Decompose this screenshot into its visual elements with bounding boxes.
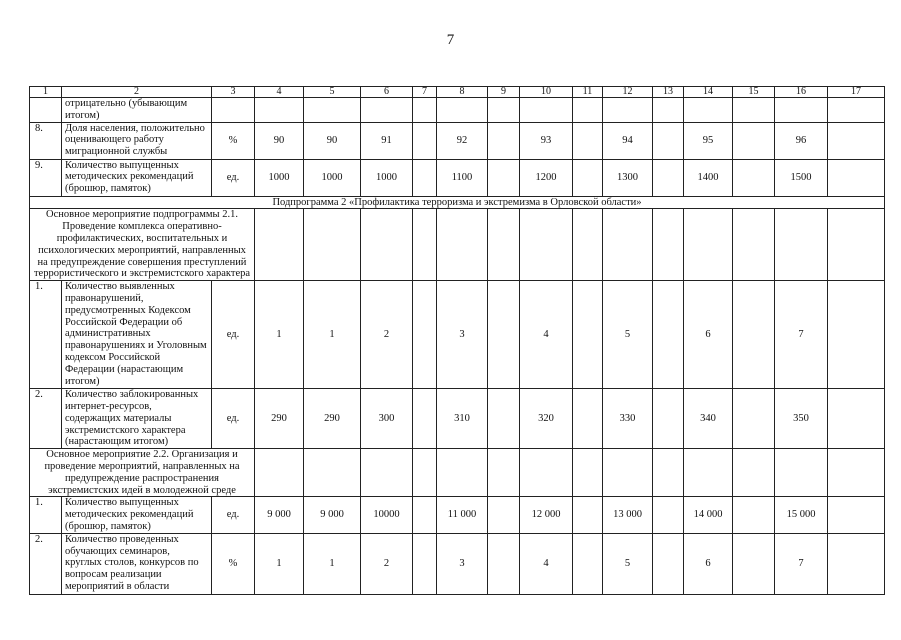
value-cell <box>733 389 775 449</box>
value-cell <box>733 281 775 389</box>
table-row <box>30 159 885 196</box>
value-cell <box>255 98 304 123</box>
value-cell: 1400 <box>684 159 733 196</box>
value-cell: 92 <box>437 122 488 159</box>
value-cell <box>828 122 885 159</box>
empty-cell <box>603 449 653 497</box>
unit-cell: ед. <box>212 159 255 196</box>
row-number: 2. <box>30 533 62 594</box>
header-cell-15: 15 <box>733 87 775 98</box>
value-cell: 7 <box>775 533 828 594</box>
value-cell <box>653 122 684 159</box>
subprogram-title: Подпрограмма 2 «Профилактика терроризма и экстремизма в Орловской области» <box>30 196 885 209</box>
value-cell <box>488 281 520 389</box>
value-cell <box>488 122 520 159</box>
row-number: 9. <box>30 159 62 196</box>
value-cell <box>733 98 775 123</box>
value-cell: 7 <box>775 281 828 389</box>
unit-cell <box>212 98 255 123</box>
value-cell: 290 <box>255 389 304 449</box>
header-cell-13: 13 <box>653 87 684 98</box>
value-cell: 6 <box>684 281 733 389</box>
header-cell-7: 7 <box>413 87 437 98</box>
page-number: 7 <box>446 32 455 48</box>
table-row <box>30 533 885 594</box>
value-cell <box>653 497 684 533</box>
value-cell <box>733 497 775 533</box>
header-cell-9: 9 <box>488 87 520 98</box>
value-cell <box>653 159 684 196</box>
header-cell-10: 10 <box>520 87 573 98</box>
header-cell-3: 3 <box>212 87 255 98</box>
value-cell: 4 <box>520 281 573 389</box>
row-number: 8. <box>30 122 62 159</box>
value-cell: 330 <box>603 389 653 449</box>
value-cell <box>684 98 733 123</box>
value-cell <box>520 98 573 123</box>
value-cell <box>573 159 603 196</box>
row-number: 2. <box>30 389 62 449</box>
value-cell: 1 <box>304 281 361 389</box>
empty-cell <box>437 209 488 281</box>
empty-cell <box>684 449 733 497</box>
value-cell: 3 <box>437 533 488 594</box>
value-cell <box>653 98 684 123</box>
empty-cell <box>520 449 573 497</box>
empty-cell <box>684 209 733 281</box>
table-row <box>30 98 885 123</box>
value-cell: 95 <box>684 122 733 159</box>
header-cell-11: 11 <box>573 87 603 98</box>
empty-cell <box>733 449 775 497</box>
value-cell: 5 <box>603 533 653 594</box>
indicator-name: Количество выпущенных методических рекомендаций (брошюр, памяток) <box>62 159 212 196</box>
empty-cell <box>255 449 304 497</box>
value-cell: 2 <box>361 281 413 389</box>
empty-cell <box>733 209 775 281</box>
value-cell: 290 <box>304 389 361 449</box>
value-cell: 14 000 <box>684 497 733 533</box>
header-cell-17: 17 <box>828 87 885 98</box>
empty-cell <box>653 209 684 281</box>
empty-cell <box>573 449 603 497</box>
indicator-name: Количество выпущенных методических рекомендаций (брошюр, памяток) <box>62 497 212 533</box>
value-cell: 1000 <box>361 159 413 196</box>
value-cell <box>828 497 885 533</box>
empty-cell <box>775 449 828 497</box>
indicator-name: Количество заблокированных интернет-ресурсов, содержащих материалы экстремистского характера (нарастающим итогом) <box>62 389 212 449</box>
value-cell: 1200 <box>520 159 573 196</box>
header-cell-8: 8 <box>437 87 488 98</box>
value-cell: 3 <box>437 281 488 389</box>
header-cell-14: 14 <box>684 87 733 98</box>
value-cell <box>304 98 361 123</box>
value-cell <box>413 281 437 389</box>
value-cell <box>653 389 684 449</box>
header-cell-6: 6 <box>361 87 413 98</box>
unit-cell: ед. <box>212 497 255 533</box>
empty-cell <box>775 209 828 281</box>
value-cell <box>488 98 520 123</box>
value-cell <box>828 533 885 594</box>
unit-cell: ед. <box>212 389 255 449</box>
empty-cell <box>603 209 653 281</box>
value-cell <box>573 533 603 594</box>
value-cell <box>573 122 603 159</box>
value-cell <box>437 98 488 123</box>
value-cell: 96 <box>775 122 828 159</box>
value-cell: 5 <box>603 281 653 389</box>
value-cell: 320 <box>520 389 573 449</box>
empty-cell <box>361 209 413 281</box>
value-cell <box>413 497 437 533</box>
value-cell <box>413 98 437 123</box>
value-cell <box>413 159 437 196</box>
unit-cell: % <box>212 122 255 159</box>
empty-cell <box>255 209 304 281</box>
empty-cell <box>304 449 361 497</box>
value-cell: 13 000 <box>603 497 653 533</box>
value-cell <box>413 122 437 159</box>
table-row <box>30 389 885 449</box>
value-cell <box>733 533 775 594</box>
value-cell <box>573 98 603 123</box>
value-cell <box>413 533 437 594</box>
value-cell <box>488 159 520 196</box>
header-row <box>30 87 885 98</box>
value-cell: 9 000 <box>255 497 304 533</box>
empty-cell <box>304 209 361 281</box>
empty-cell <box>488 209 520 281</box>
header-cell-1: 1 <box>30 87 62 98</box>
table-row <box>30 281 885 389</box>
value-cell <box>573 281 603 389</box>
value-cell <box>361 98 413 123</box>
value-cell: 340 <box>684 389 733 449</box>
value-cell: 310 <box>437 389 488 449</box>
value-cell: 1 <box>304 533 361 594</box>
empty-cell <box>828 449 885 497</box>
value-cell: 1000 <box>255 159 304 196</box>
value-cell <box>488 389 520 449</box>
value-cell <box>573 497 603 533</box>
measure-row <box>30 209 885 281</box>
value-cell <box>573 389 603 449</box>
measure-title: Основное мероприятие подпрограммы 2.1. Проведение комплекса оперативно-профилактических, воспитательных и психологических мероприятий, направленных на предупреждение совершения преступлений террористического и экстремистского характера <box>30 209 255 281</box>
value-cell <box>488 533 520 594</box>
value-cell <box>733 122 775 159</box>
value-cell <box>775 98 828 123</box>
empty-cell <box>573 209 603 281</box>
empty-cell <box>413 449 437 497</box>
value-cell: 94 <box>603 122 653 159</box>
value-cell <box>733 159 775 196</box>
value-cell: 350 <box>775 389 828 449</box>
unit-cell: % <box>212 533 255 594</box>
subprogram-row <box>30 196 885 209</box>
row-number: 1. <box>30 497 62 533</box>
header-cell-4: 4 <box>255 87 304 98</box>
value-cell <box>488 497 520 533</box>
measure-title: Основное мероприятие 2.2. Организация и проведение мероприятий, направленных на предупреждение распространения экстремистских идей в молодежной среде <box>30 449 255 497</box>
value-cell: 9 000 <box>304 497 361 533</box>
value-cell: 300 <box>361 389 413 449</box>
table-row <box>30 497 885 533</box>
value-cell: 4 <box>520 533 573 594</box>
value-cell: 12 000 <box>520 497 573 533</box>
value-cell: 91 <box>361 122 413 159</box>
header-cell-12: 12 <box>603 87 653 98</box>
empty-cell <box>653 449 684 497</box>
value-cell <box>828 98 885 123</box>
header-cell-16: 16 <box>775 87 828 98</box>
value-cell <box>413 389 437 449</box>
value-cell: 1 <box>255 533 304 594</box>
empty-cell <box>361 449 413 497</box>
value-cell: 1000 <box>304 159 361 196</box>
value-cell: 11 000 <box>437 497 488 533</box>
empty-cell <box>520 209 573 281</box>
header-cell-5: 5 <box>304 87 361 98</box>
value-cell: 1 <box>255 281 304 389</box>
indicator-name: Количество проведенных обучающих семинаров, круглых столов, конкурсов по вопросам реализации мероприятий в области <box>62 533 212 594</box>
row-number <box>30 98 62 123</box>
value-cell: 90 <box>255 122 304 159</box>
value-cell: 90 <box>304 122 361 159</box>
table-row <box>30 122 885 159</box>
value-cell: 1500 <box>775 159 828 196</box>
row-number: 1. <box>30 281 62 389</box>
value-cell: 93 <box>520 122 573 159</box>
measure-row <box>30 449 885 497</box>
empty-cell <box>413 209 437 281</box>
value-cell: 15 000 <box>775 497 828 533</box>
value-cell: 1300 <box>603 159 653 196</box>
empty-cell <box>828 209 885 281</box>
empty-cell <box>437 449 488 497</box>
value-cell <box>653 533 684 594</box>
empty-cell <box>488 449 520 497</box>
indicator-name: Доля населения, положительно оценивающего работу миграционной службы <box>62 122 212 159</box>
table-body <box>30 87 885 595</box>
indicator-name: Количество выявленных правонарушений, предусмотренных Кодексом Российской Федерации об административных правонарушениях и Уголовным кодексом Российской Федерации (нарастающим итогом) <box>62 281 212 389</box>
value-cell: 6 <box>684 533 733 594</box>
value-cell: 2 <box>361 533 413 594</box>
indicator-name: отрицательно (убывающим итогом) <box>62 98 212 123</box>
value-cell <box>828 159 885 196</box>
value-cell <box>603 98 653 123</box>
value-cell <box>653 281 684 389</box>
value-cell: 10000 <box>361 497 413 533</box>
indicators-table <box>29 86 885 595</box>
value-cell <box>828 281 885 389</box>
unit-cell: ед. <box>212 281 255 389</box>
header-cell-2: 2 <box>62 87 212 98</box>
value-cell <box>828 389 885 449</box>
value-cell: 1100 <box>437 159 488 196</box>
